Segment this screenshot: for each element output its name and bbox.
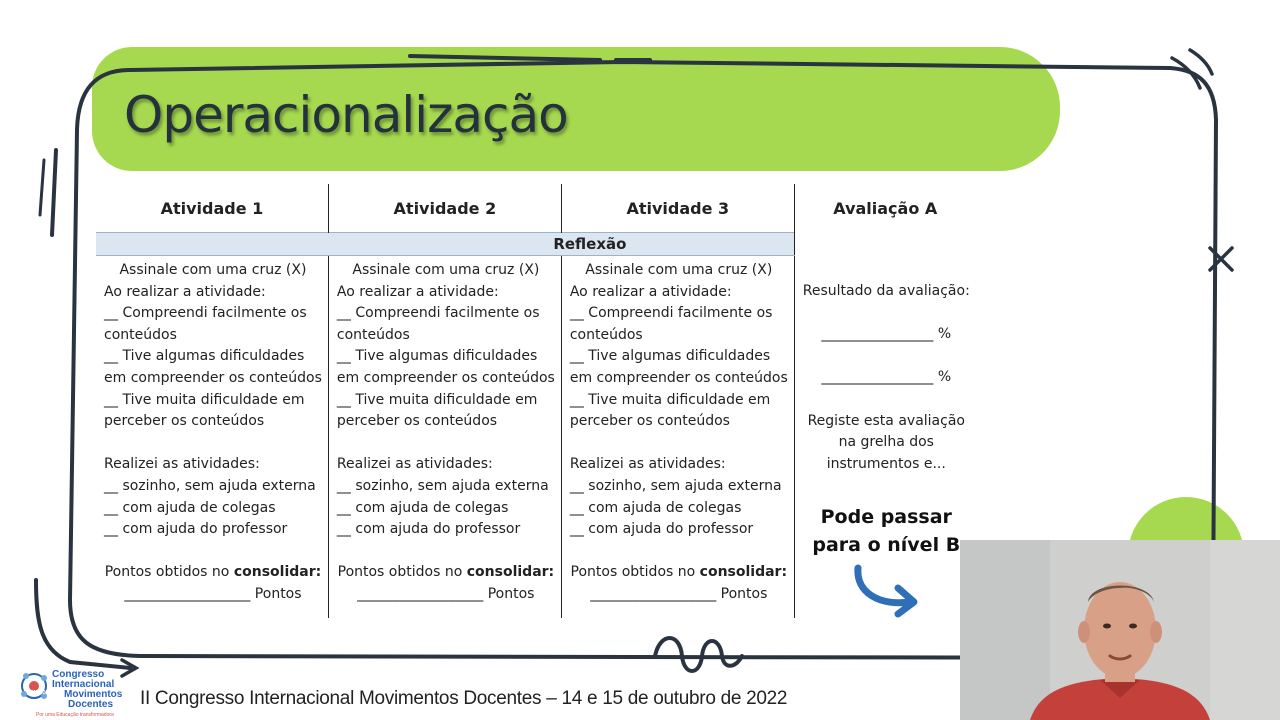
result-label: Resultado da avaliação: (802, 283, 970, 300)
option-understood-line1: __ Compreendi facilmente os (336, 305, 540, 322)
section-spacer (794, 233, 976, 256)
option-some-difficulty-line2: em compreender os conteúdos (336, 369, 555, 386)
option-much-difficulty-line1: __ Tive muita dificuldade em (569, 391, 771, 408)
points-label: Pontos obtidos no consolidar: (104, 564, 322, 581)
option-with-teacher: __ com ajuda do professor (569, 521, 754, 538)
option-with-teacher: __ com ajuda do professor (336, 521, 521, 538)
instruction-text: Assinale com uma cruz (X) (585, 262, 773, 278)
webcam-video (960, 540, 1280, 720)
points-blank: __________________ Pontos (590, 585, 768, 602)
instruction-text: Assinale com uma cruz (X) (119, 262, 307, 278)
option-with-teacher: __ com ajuda do professor (104, 521, 288, 538)
option-some-difficulty-line2: em compreender os conteúdos (569, 369, 788, 386)
points-blank: __________________ Pontos (124, 585, 302, 602)
option-some-difficulty-line1: __ Tive algumas dificuldades (336, 348, 538, 365)
logo-tagline: Por uma Educação transformadora (36, 712, 114, 718)
option-with-colleagues: __ com ajuda de colegas (569, 499, 742, 516)
option-understood-line2: conteúdos (104, 326, 177, 343)
next-level-note (803, 503, 970, 559)
option-understood-line1: __ Compreendi facilmente os (104, 305, 307, 322)
option-much-difficulty-line1: __ Tive muita dificuldade em (104, 391, 305, 408)
intro-text: Ao realizar a atividade: (104, 283, 266, 300)
option-alone: __ sozinho, sem ajuda externa (336, 477, 549, 494)
activity-2-cell (328, 256, 561, 618)
realized-label: Realizei as atividades: (336, 456, 493, 473)
option-much-difficulty-line2: perceber os conteúdos (569, 413, 730, 430)
activity-table (96, 184, 976, 618)
next-level-line-2: para o nível B (812, 534, 961, 557)
instruction-text: Assinale com uma cruz (X) (352, 262, 540, 278)
column-header-evaluation: Avaliação A (794, 184, 976, 233)
points-blank: __________________ Pontos (357, 585, 535, 602)
realized-label: Realizei as atividades: (104, 456, 260, 473)
option-alone: __ sozinho, sem ajuda externa (104, 477, 316, 494)
register-line-1: Registe esta avaliação (807, 412, 965, 429)
option-much-difficulty-line1: __ Tive muita dificuldade em (336, 391, 538, 408)
intro-text: Ao realizar a atividade: (569, 283, 732, 300)
column-header-activity-1: Atividade 1 (160, 198, 264, 218)
logo-line-1: Congresso (52, 669, 105, 680)
percent-blank-1: ________________ % (821, 326, 952, 343)
option-some-difficulty-line1: __ Tive algumas dificuldades (569, 348, 771, 365)
curved-arrow-icon (848, 562, 928, 622)
section-label-reflexao: Reflexão (96, 233, 794, 256)
page-title: Operacionalização (124, 86, 568, 144)
activity-3-cell (561, 256, 794, 618)
realized-label: Realizei as atividades: (569, 456, 726, 473)
option-understood-line1: __ Compreendi facilmente os (569, 305, 773, 322)
logo-line-4: Docentes (68, 699, 114, 710)
points-label: Pontos obtidos no consolidar: (337, 564, 555, 581)
points-label: Pontos obtidos no consolidar: (570, 564, 788, 581)
option-some-difficulty-line2: em compreender os conteúdos (104, 369, 322, 386)
congress-logo (18, 666, 138, 718)
column-header-activity-3: Atividade 3 (561, 184, 794, 233)
option-understood-line2: conteúdos (336, 326, 410, 343)
logo-line-2: Internacional (52, 679, 115, 690)
footer-caption: II Congresso Internacional Movimentos Docentes – 14 e 15 de outubro de 2022 (140, 688, 788, 709)
option-understood-line2: conteúdos (569, 326, 643, 343)
logo-line-3: Movimentos (64, 689, 123, 700)
option-alone: __ sozinho, sem ajuda externa (569, 477, 782, 494)
option-with-colleagues: __ com ajuda de colegas (336, 499, 509, 516)
percent-blank-2: ________________ % (821, 369, 952, 386)
intro-text: Ao realizar a atividade: (336, 283, 499, 300)
option-with-colleagues: __ com ajuda de colegas (104, 499, 276, 516)
next-level-line-1: Pode passar (820, 506, 952, 529)
option-much-difficulty-line2: perceber os conteúdos (336, 413, 498, 430)
column-header-activity-2: Atividade 2 (328, 184, 561, 233)
option-some-difficulty-line1: __ Tive algumas dificuldades (104, 348, 305, 365)
option-much-difficulty-line2: perceber os conteúdos (104, 413, 265, 430)
activity-1-cell (96, 256, 328, 618)
logo-badge: CMD 2022 (30, 690, 54, 696)
presenter-video-frame (960, 540, 1280, 720)
register-line-2: na grelha dos (838, 434, 934, 451)
register-line-3: instrumentos e... (826, 455, 946, 472)
